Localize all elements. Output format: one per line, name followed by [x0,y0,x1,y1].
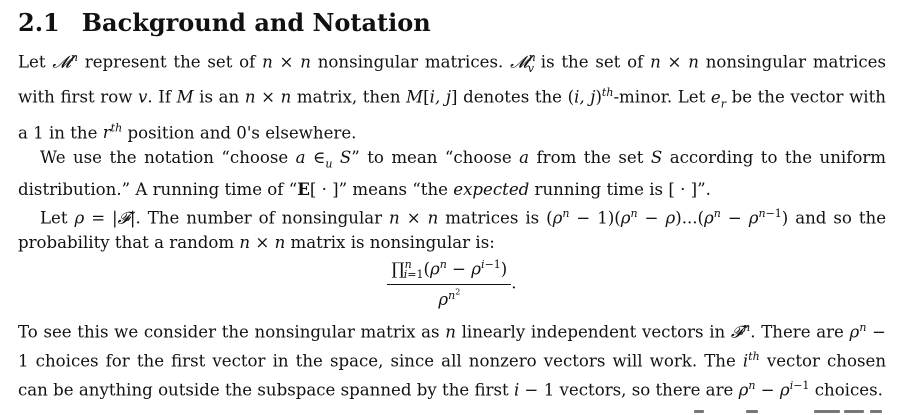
formula-numerator: $\prod^n_{i=1}(\rho^n - \rho^{i-1})$ [387,258,511,286]
formula-denominator: $\rho^{n^2}$ [438,287,461,310]
section-heading [18,8,886,38]
section-number: 2.1 [18,8,60,37]
paragraph-explanation: To see this we consider the nonsingular matrix as n linearly independent vectors in 𝓕$^n$. There are $\rho^n - 1$ choices for the first vector in the space, since all nonzero vectors will work. The $i^{th}$ vector chosen can be anything outside the subspace spanned by the first i − 1 vectors, so there are $\rho^n - \rho^{i-1}$ choices. [18,320,887,400]
paragraph-count: Let ρ = |𝓕|. The number of nonsingular n × n matrices is $(\rho^n - 1)(\rho^n - \rho)...(\rho^n - \rho^{n-1})$ and so the probability that a random n × n matrix is nonsingular is: [18,207,887,253]
cropped-next-line [694,410,884,415]
paragraph-notation: We use the notation “choose a $\in_u$ S” to mean “choose a from the set S according to the uniform distribution.” A running time of “E[ · ]” means “the expected running time is [ · ]”. [18,147,887,199]
probability-formula: $\frac{\prod^n_{i=1}(\rho^n - \rho^{i-1})}{\rho^{n^2}}$ . [18,258,886,310]
section-title: Background and Notation [81,8,431,37]
paragraph-definitions: Let 𝓜$^n$ represent the set of n × n nonsingular matrices. 𝓜$^n_v$ is the set of n × n nonsingular matrices with first row v. If M is an n × n matrix, then M[i, j] denotes the (i, j)$^{th}$-minor. Let $e_r$ be the vector with a 1 in the $r^{th}$ position and 0's elsewhere. [18,51,886,143]
